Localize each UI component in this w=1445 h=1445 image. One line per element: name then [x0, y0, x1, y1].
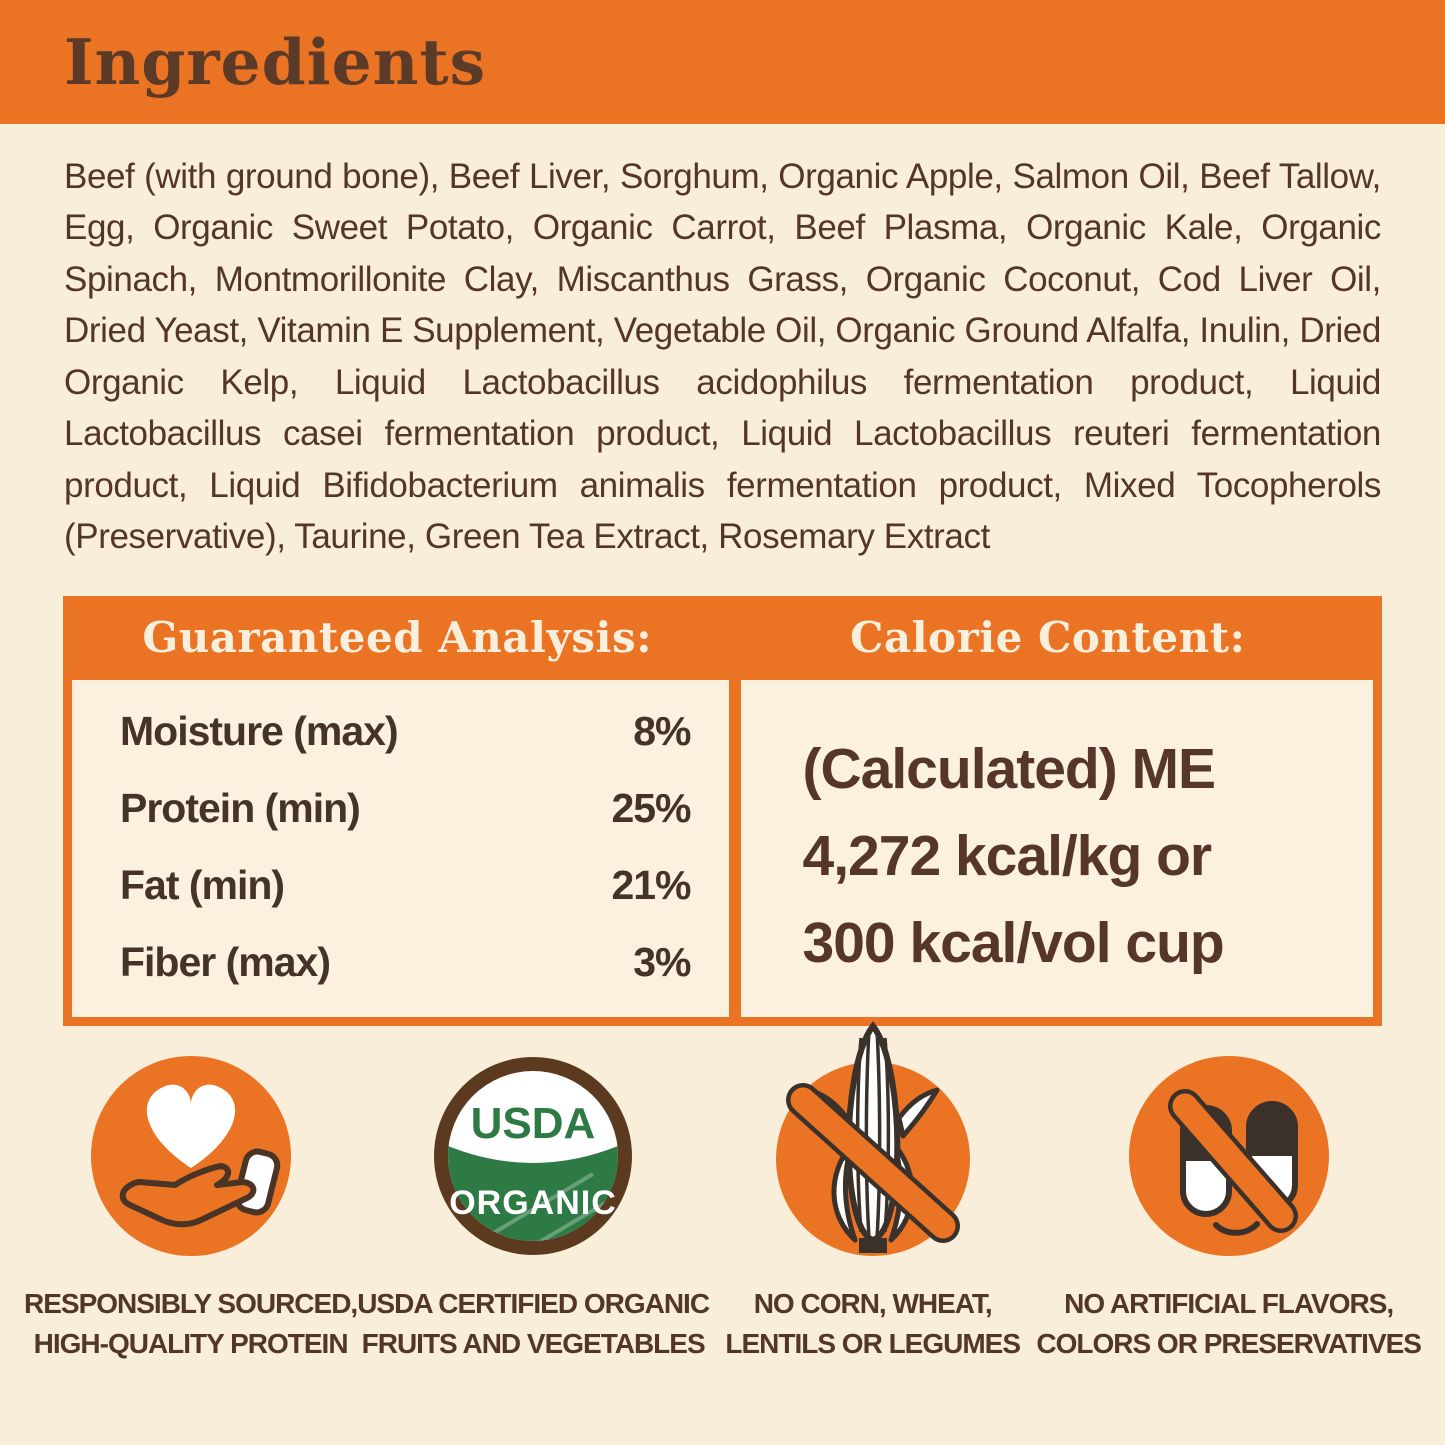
- calorie-line: 4,272 kcal/kg or: [802, 823, 1212, 888]
- ingredients-list-text: Beef (with ground bone), Beef Liver, Sorghum, Organic Apple, Salmon Oil, Beef Tallow, Egg, Organic Sweet Potato, Organic Carrot, Beef Plasma, Organic Kale, Organic Spinach, Montmorillonite Clay, Miscanthus Grass, Organic Coconut, Cod Liver Oil, Dried Yeast, Vitamin E Supplement, Vegetable Oil, Organic Ground Alfalfa, Inulin, Dried Organic Kelp, Liquid Lactobacillus acidophilus fermentation product, Liquid Lactobacillus casei fermentation product, Liquid Lactobacillus reuteri fermentation product, Liquid Bifidobacterium animalis fermentation product, Mixed Tocopherols (Preservative), Taurine, Green Tea Extract, Rosemary Extract: [64, 157, 1381, 557]
- page-title: Ingredients: [64, 25, 487, 99]
- no-pills-icon: [1129, 1056, 1329, 1256]
- badge-caption: USDA CERTIFIED ORGANIC FRUITS AND VEGETABLES: [357, 1287, 710, 1360]
- guaranteed-analysis-panel: [72, 680, 729, 1017]
- analysis-row-moisture: [120, 708, 691, 755]
- analysis-label: Moisture (max): [120, 707, 398, 754]
- analysis-row-fat: [120, 862, 691, 909]
- calorie-content-panel: [741, 680, 1374, 1017]
- ingredients-banner: [0, 0, 1445, 124]
- analysis-value: 3%: [633, 939, 691, 986]
- badge-caption: NO ARTIFICIAL FLAVORS, COLORS OR PRESERVATIVES: [1036, 1287, 1421, 1360]
- usda-seal-top-text: USDA: [470, 1098, 596, 1148]
- analysis-value: 25%: [611, 784, 691, 831]
- analysis-calorie-header: [72, 596, 1373, 680]
- calorie-content-title: Calorie Content:: [849, 613, 1246, 662]
- badge-caption: RESPONSIBLY SOURCED, HIGH-QUALITY PROTEIN: [24, 1287, 358, 1360]
- analysis-label: Protein (min): [120, 784, 360, 831]
- badge-no-additives: [1036, 1056, 1421, 1365]
- calorie-line: 300 kcal/vol cup: [802, 910, 1224, 975]
- badge-caption: NO CORN, WHEAT, LENTILS OR LEGUMES: [725, 1287, 1021, 1360]
- guaranteed-analysis-header: [72, 596, 723, 680]
- calorie-content-header: [723, 596, 1374, 680]
- calorie-line: (Calculated) ME: [802, 736, 1216, 801]
- analysis-row-fiber: [120, 939, 691, 986]
- guaranteed-analysis-title: Guaranteed Analysis:: [142, 613, 653, 662]
- heart-in-hand-icon: [91, 1056, 291, 1256]
- badge-protein: [24, 1056, 357, 1365]
- feature-badges-row: [0, 1056, 1445, 1365]
- analysis-calorie-box: [63, 596, 1382, 1026]
- analysis-value: 8%: [633, 707, 691, 754]
- usda-seal-bottom-text: ORGANIC: [449, 1183, 617, 1222]
- analysis-label: Fiber (max): [120, 939, 330, 986]
- badge-no-corn: [709, 1056, 1036, 1365]
- usda-organic-seal-icon: [433, 1056, 633, 1256]
- badge-usda-organic: [357, 1056, 709, 1365]
- analysis-row-protein: [120, 785, 691, 832]
- no-corn-icon: [773, 1056, 973, 1256]
- analysis-label: Fat (min): [120, 862, 285, 909]
- analysis-value: 21%: [611, 862, 691, 909]
